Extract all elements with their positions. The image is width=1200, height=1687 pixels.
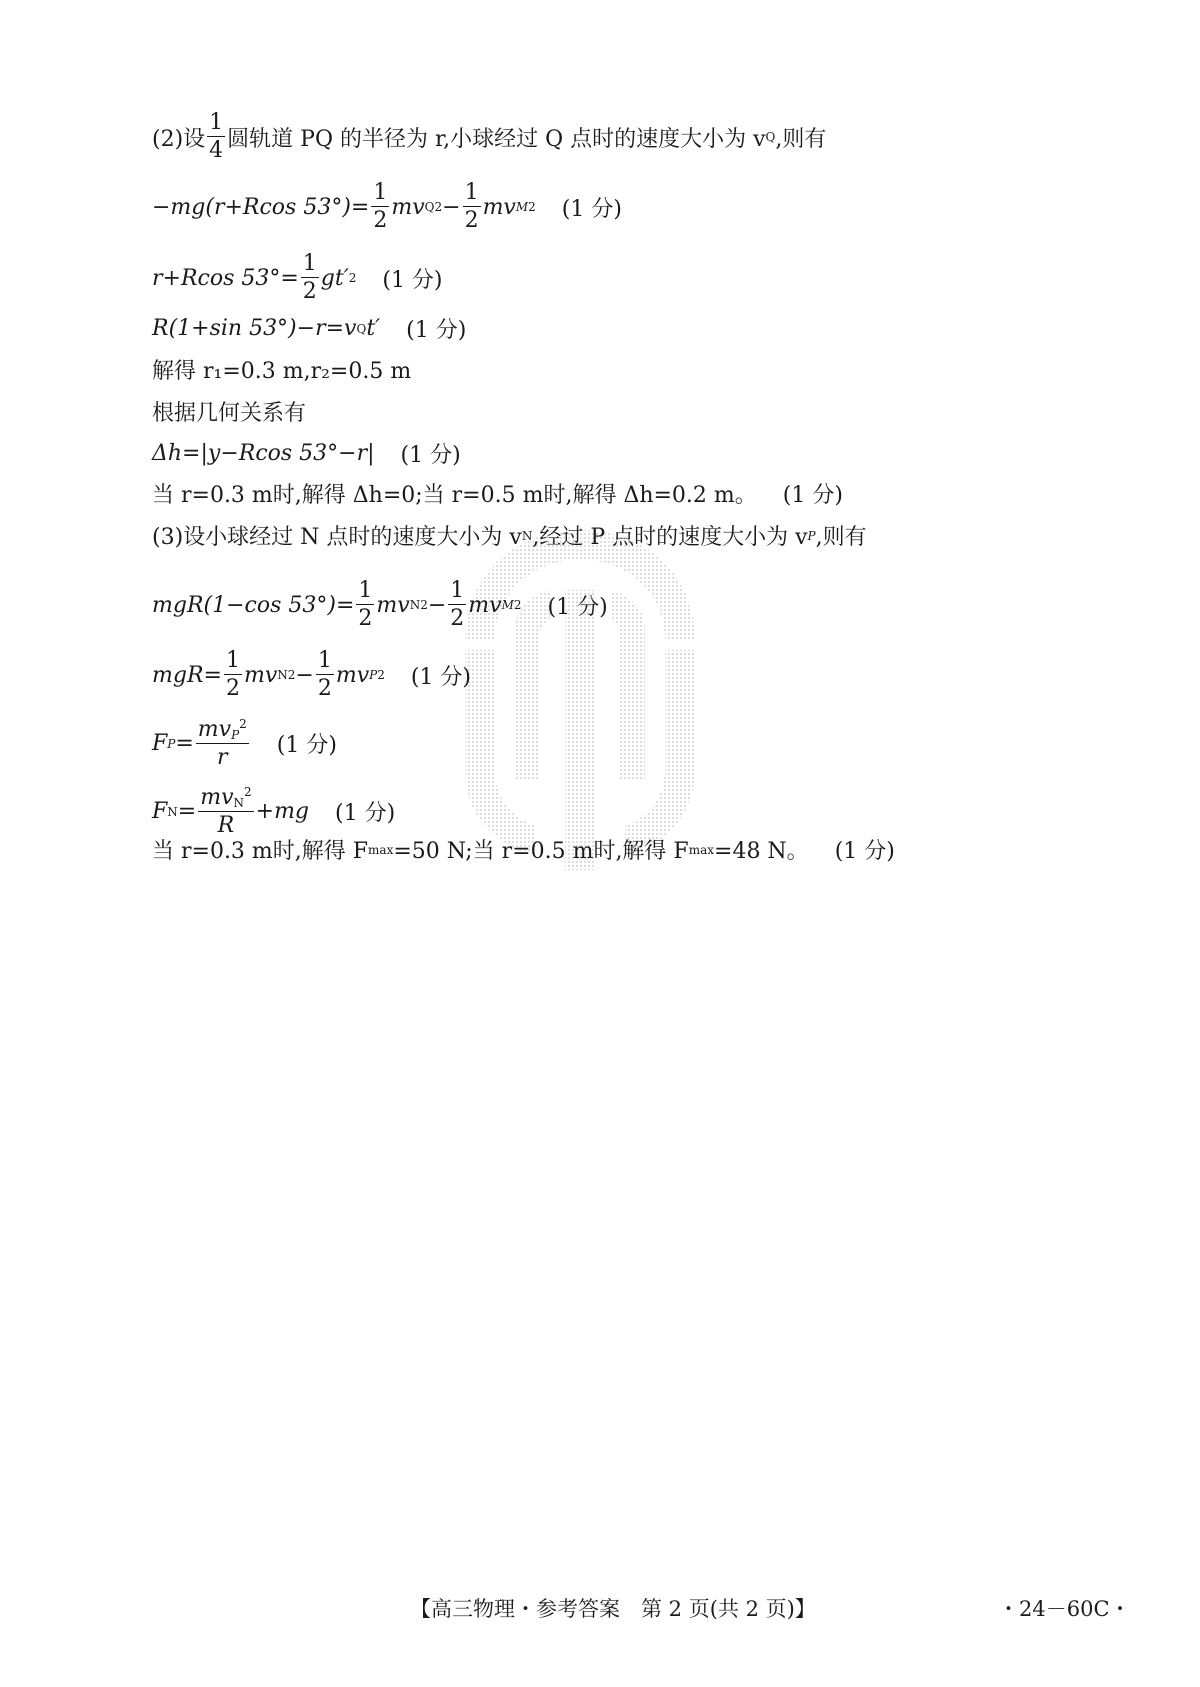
text: ,则有 <box>815 525 867 550</box>
text: ,经过 P 点时的速度大小为 v <box>532 525 808 550</box>
equation-text: +mg <box>255 799 310 824</box>
text: 当 r=0.3 m时,解得 F <box>152 839 369 864</box>
equation-text: mv <box>376 592 410 618</box>
page-footer-title: 【高三物理・参考答案 第 2 页(共 2 页)】 <box>410 1597 816 1621</box>
fraction-half <box>371 182 389 232</box>
subscript: N <box>277 668 288 682</box>
operator: − <box>442 194 461 220</box>
text: 圆轨道 PQ 的半径为 r,小球经过 Q 点时的速度大小为 v <box>227 126 766 152</box>
subscript: M <box>501 598 514 612</box>
equation-text: mv <box>391 194 425 220</box>
part3-result <box>152 834 895 865</box>
superscript: 2 <box>244 785 252 799</box>
subscript: max <box>688 842 715 857</box>
equation-text: t′ <box>366 316 381 341</box>
equation-text: Δh=|y−Rcos 53°−r| <box>152 441 375 466</box>
equation-text: mv <box>200 785 234 810</box>
subscript: Q <box>765 130 776 144</box>
denominator: 2 <box>317 676 332 701</box>
superscript: 2 <box>434 200 443 214</box>
part2-equation-energy <box>152 182 622 232</box>
score-points: (1 分) <box>276 733 337 758</box>
subscript: N <box>409 598 421 612</box>
subscript: max <box>368 842 394 857</box>
score-points: (1 分) <box>406 318 467 343</box>
fraction-half <box>316 650 334 700</box>
part3-equation-mn <box>152 580 608 630</box>
part2-delta-h <box>152 438 461 469</box>
operator: − <box>427 592 447 618</box>
score-points: (1 分) <box>561 196 622 222</box>
equation-text: mgR(1−cos 53°)= <box>152 592 355 618</box>
numerator: 1 <box>317 648 332 673</box>
denominator: 2 <box>464 208 479 233</box>
score-points: (1 分) <box>547 594 608 620</box>
score-points: (1 分) <box>400 443 461 468</box>
equation-text: mv <box>243 662 278 688</box>
equation-text: mv <box>197 717 232 742</box>
score-points: (1 分) <box>335 801 396 826</box>
equation-text: mv <box>468 592 502 618</box>
page-footer-code: ・24－60C・ <box>998 1597 1131 1621</box>
denominator: 2 <box>302 279 317 304</box>
text: (3)设小球经过 N 点时的速度大小为 v <box>152 525 522 550</box>
part2-solution <box>152 354 411 385</box>
numerator: 1 <box>450 578 465 603</box>
numerator: 1 <box>464 180 479 205</box>
subscript: Q <box>356 321 367 336</box>
equation-text: r+Rcos 53°= <box>152 265 299 291</box>
denominator: 2 <box>225 676 240 701</box>
numerator <box>196 718 249 744</box>
superscript: 2 <box>348 271 357 285</box>
part3-equation-np <box>152 650 471 700</box>
score-points: (1 分) <box>382 267 443 293</box>
subscript: N <box>233 796 244 810</box>
part2-equation-horizontal <box>152 313 466 344</box>
superscript: 2 <box>528 200 536 214</box>
text: =50 N;当 r=0.5 m时,解得 F <box>393 839 689 864</box>
score-points: (1 分) <box>782 483 843 508</box>
text: (2)设 <box>152 126 206 152</box>
subscript: N <box>521 528 533 543</box>
fraction-quarter <box>207 112 225 162</box>
denominator: r <box>217 745 228 770</box>
fraction-half <box>224 650 242 700</box>
equation-text: −mg(r+Rcos 53°)= <box>152 194 370 220</box>
fraction-half <box>463 182 481 232</box>
part3-force-p <box>152 718 337 769</box>
numerator <box>198 786 253 812</box>
part2-result <box>152 478 843 509</box>
superscript: 2 <box>513 598 522 612</box>
subscript: P <box>807 528 816 543</box>
superscript: 2 <box>377 668 385 682</box>
operator: = <box>177 799 197 824</box>
equation-text: mv <box>335 662 370 688</box>
denominator: 2 <box>450 606 465 631</box>
fraction-half <box>448 580 466 630</box>
denominator: 2 <box>358 606 373 631</box>
equation-text: R(1+sin 53°)−r=v <box>152 316 357 341</box>
denominator: R <box>217 813 235 838</box>
equation-text: mgR= <box>152 662 222 688</box>
subscript: M <box>515 200 529 214</box>
subscript: Q <box>424 200 435 214</box>
superscript: 2 <box>239 717 247 731</box>
denominator: 4 <box>209 138 224 163</box>
fraction-half <box>301 253 319 303</box>
fraction-half <box>356 580 374 630</box>
numerator: 1 <box>209 110 224 135</box>
numerator: 1 <box>302 251 317 276</box>
subscript: N <box>167 804 178 819</box>
superscript: 2 <box>420 598 428 612</box>
equation-text: F <box>152 731 168 756</box>
part2-geometry-note <box>152 396 306 427</box>
equation-text: F <box>152 799 168 824</box>
text: 解得 r₁=0.3 m,r₂=0.5 m <box>152 359 412 384</box>
score-points: (1 分) <box>410 664 472 690</box>
subscript: P <box>231 728 240 742</box>
numerator: 1 <box>373 180 388 205</box>
part3-intro <box>152 520 867 551</box>
equation-text: gt′ <box>320 265 349 291</box>
text: =48 N。 <box>714 839 809 864</box>
superscript: 2 <box>287 668 296 682</box>
subscript: P <box>167 736 176 751</box>
part2-equation-fall <box>152 253 443 303</box>
operator: = <box>175 731 194 756</box>
equation-text: mv <box>482 194 516 220</box>
fraction-centripetal-p <box>196 718 249 769</box>
part3-force-n <box>152 786 395 837</box>
subscript: P <box>369 668 378 682</box>
numerator: 1 <box>225 648 240 673</box>
part2-intro <box>152 112 826 162</box>
text: 当 r=0.3 m时,解得 Δh=0;当 r=0.5 m时,解得 Δh=0.2 m。 <box>152 483 757 508</box>
denominator: 2 <box>373 208 388 233</box>
text: ,则有 <box>775 126 827 152</box>
watermark-logo <box>455 520 705 880</box>
text: 根据几何关系有 <box>152 401 307 426</box>
score-points: (1 分) <box>834 839 895 864</box>
operator: − <box>295 662 314 688</box>
numerator: 1 <box>358 578 373 603</box>
fraction-centripetal-n <box>198 786 253 837</box>
